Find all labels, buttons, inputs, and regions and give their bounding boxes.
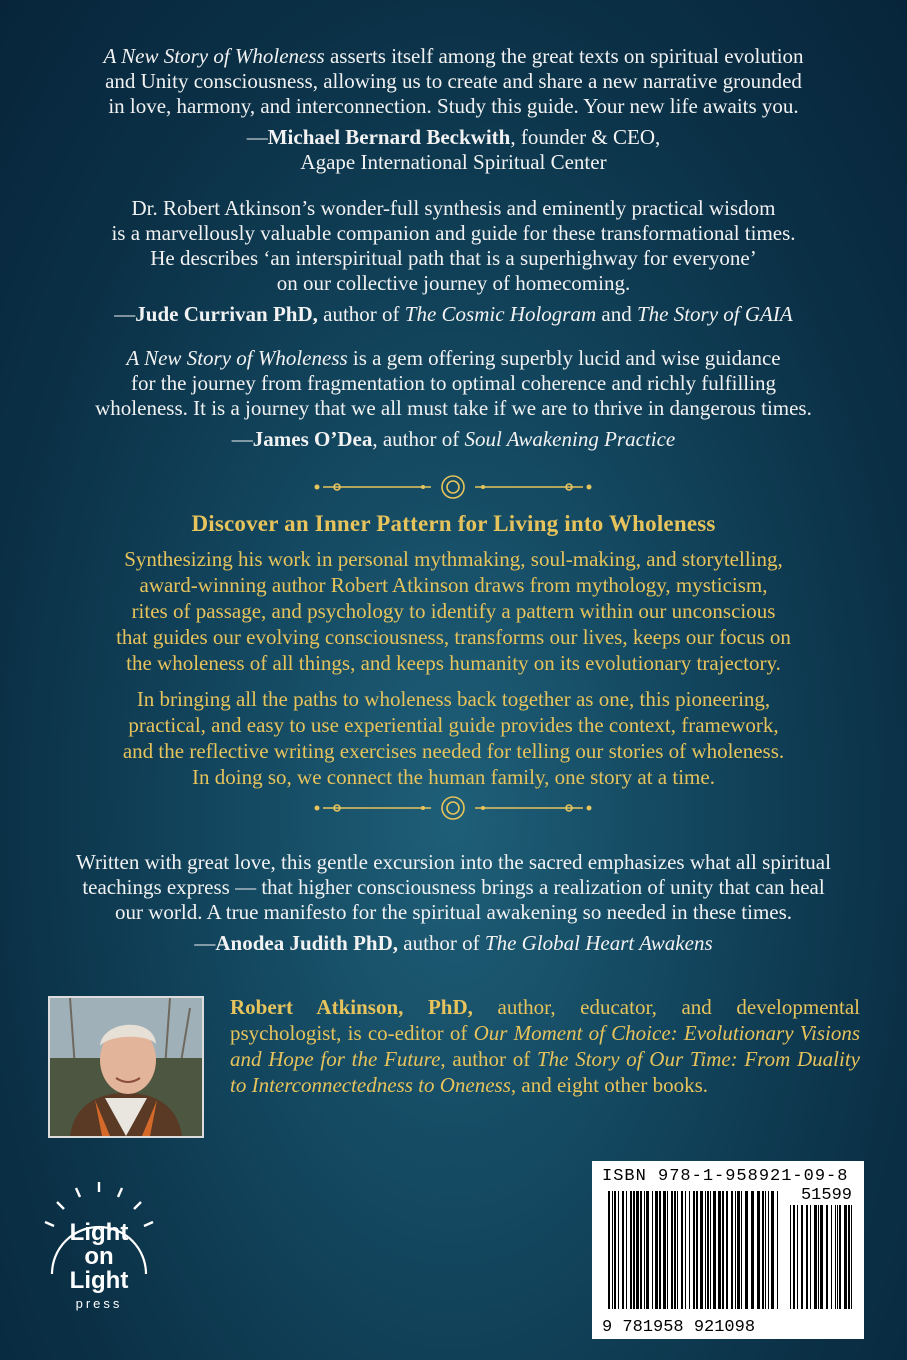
quote-line: in love, harmony, and interconnection. Study this guide. Your new life awaits you.: [108, 94, 799, 118]
barcode-bar: [710, 1191, 711, 1309]
barcode-bar: [713, 1191, 716, 1309]
quote-line: on our collective journey of homecoming.: [276, 271, 631, 295]
barcode-bar: [718, 1191, 721, 1309]
barcode-bar: [771, 1191, 774, 1309]
barcode-bar: [693, 1191, 695, 1309]
quote-line: our world. A true manifesto for the spiritual awakening so needed in these times.: [114, 900, 793, 924]
barcode-bar: [768, 1191, 769, 1309]
endorsement-judith: [40, 850, 867, 956]
attribution: —Michael Bernard Beckwith, founder & CEO, Agape International Spiritual Center: [246, 125, 661, 174]
barcode-bar: [731, 1191, 733, 1309]
attribution: —Anodea Judith PhD, author of The Global Heart Awakens: [194, 931, 713, 955]
barcode-bar: [671, 1191, 673, 1309]
barcode-bar: [652, 1191, 653, 1309]
publisher-logo: [38, 1178, 160, 1318]
barcode-bar: [818, 1205, 819, 1309]
barcode-bar: [765, 1191, 766, 1309]
barcode-bar: [806, 1205, 808, 1309]
price-code: 51599: [800, 1186, 852, 1205]
divider-ornament: [303, 474, 603, 500]
quote-line: A New Story of Wholeness asserts itself among the great texts on spiritual evolution: [103, 44, 804, 68]
description-line: rites of passage, and psychology to identify a pattern within our unconscious: [131, 599, 776, 623]
description-line: In bringing all the paths to wholeness back together as one, this pioneering,: [136, 687, 771, 711]
barcode-bar: [667, 1191, 668, 1309]
barcode-bar: [612, 1191, 613, 1309]
attribution: —James O’Dea, author of Soul Awakening Practice: [231, 427, 676, 451]
logo-text-light-2: Light: [69, 1267, 129, 1294]
attribution: —Jude Currivan PhD, author of The Cosmic Hologram and The Story of GAIA: [114, 302, 793, 326]
quote-line: and Unity consciousness, allowing us to create and share a new narrative grounded: [105, 69, 802, 93]
description-line: that guides our evolving consciousness, transforms our lives, keeps our focus on: [116, 625, 791, 649]
barcode-bar: [700, 1191, 703, 1309]
quote-line: is a marvellously valuable companion and guide for these transformational times.: [111, 221, 796, 245]
barcode-bar: [608, 1191, 610, 1309]
barcode-bar: [640, 1191, 642, 1309]
barcode-bar: [646, 1191, 649, 1309]
description-paragraph-1: [40, 546, 867, 676]
barcode-bar: [820, 1205, 823, 1309]
barcode-bar: [757, 1191, 760, 1309]
barcode-bar: [685, 1191, 686, 1309]
barcode-bar: [630, 1191, 632, 1309]
quote-line: for the journey from fragmentation to optimal coherence and richly fulfilling: [131, 371, 776, 395]
barcode-bar: [814, 1205, 817, 1309]
barcode-bar: [801, 1205, 803, 1309]
description-text: [40, 686, 867, 790]
description-line: the wholeness of all things, and keeps humanity on its evolutionary trajectory.: [126, 651, 781, 675]
quote-line: A New Story of Wholeness is a gem offering superbly lucid and wise guidance: [126, 346, 781, 370]
barcode-bar: [777, 1191, 778, 1309]
barcode-bar: [626, 1191, 627, 1309]
barcode-bar: [835, 1205, 836, 1309]
barcode-bar: [681, 1191, 683, 1309]
barcode-bar: [689, 1191, 690, 1309]
quote-line: wholeness. It is a journey that we all must take if we are to thrive in dangerous times.: [95, 396, 812, 420]
endorsement-beckwith: [40, 44, 867, 175]
quote-text: [40, 44, 867, 119]
description-line: In doing so, we connect the human family, one story at a time.: [192, 765, 715, 789]
isbn-text: ISBN 978-1-958921-09-8: [602, 1167, 849, 1186]
logo-text-light: Light: [69, 1219, 129, 1246]
barcode-bar: [848, 1205, 850, 1309]
barcode-bar: [831, 1205, 832, 1309]
author-bio: Robert Atkinson, PhD, author, educator, and developmental psychologist, is co-editor of Our Moment of Choice: Evolutionary Visions and Hope for the Future, author of The Story of Our Time: From Duality to Interconnectedness to Oneness, and eight other books.: [230, 995, 861, 1097]
quote-text: [40, 850, 867, 925]
endorsement-currivan: [40, 196, 867, 327]
logo-text-on: on: [84, 1243, 114, 1270]
barcode-bar: [797, 1205, 798, 1309]
description-text: [40, 546, 867, 676]
description-line: practical, and easy to use experiential guide provides the context, framework,: [128, 713, 779, 737]
barcode-bar: [810, 1205, 811, 1309]
barcode-bar: [839, 1205, 841, 1309]
description-line: and the reflective writing exercises needed for telling our stories of wholeness.: [122, 739, 785, 763]
description-line: award-winning author Robert Atkinson draws from mythology, mysticism,: [139, 573, 768, 597]
description-paragraph-2: [40, 686, 867, 790]
endorsement-odea: [40, 346, 867, 452]
barcode-bar: [622, 1191, 624, 1309]
barcode-bar: [636, 1191, 639, 1309]
barcode-bar: [659, 1191, 661, 1309]
barcode-bar: [751, 1191, 754, 1309]
barcode-bar: [735, 1191, 736, 1309]
barcode-bar: [790, 1205, 791, 1309]
logo-text-press: press: [75, 1296, 123, 1311]
barcode-bar: [851, 1205, 852, 1309]
section-heading: Discover an Inner Pattern for Living into Wholeness: [191, 511, 716, 536]
barcode-bar: [655, 1191, 658, 1309]
barcode-bar: [741, 1191, 742, 1309]
quote-line: He describes ‘an interspiritual path that is a superhighway for everyone’: [150, 246, 757, 270]
barcode-bar: [737, 1191, 740, 1309]
barcode-bar: [726, 1191, 728, 1309]
barcode-bar: [793, 1205, 795, 1309]
quote-text: [40, 196, 867, 296]
quote-line: teachings express — that higher consciousness brings a realization of unity that can heal: [82, 875, 825, 899]
barcode-bar: [663, 1191, 666, 1309]
description-line: Synthesizing his work in personal mythmaking, soul-making, and storytelling,: [124, 547, 783, 571]
ean-digits: 9 781958 921098: [602, 1318, 756, 1335]
barcode-bar: [722, 1191, 724, 1309]
barcode-bar: [745, 1191, 748, 1309]
barcode-bar: [614, 1191, 616, 1309]
barcode-bar: [674, 1191, 676, 1309]
isbn-barcode: [592, 1161, 864, 1339]
barcode-bar: [644, 1191, 645, 1309]
barcode-bars: [602, 1185, 854, 1335]
barcode-bar: [826, 1205, 828, 1309]
divider-ornament: [303, 795, 603, 821]
barcode-bar: [705, 1191, 706, 1309]
quote-text: [40, 346, 867, 421]
barcode-bar: [844, 1205, 847, 1309]
author-photo: [48, 996, 204, 1138]
quote-line: Written with great love, this gentle excursion into the sacred emphasizes what all spiritual: [76, 850, 831, 874]
quote-line: Dr. Robert Atkinson’s wonder-full synthesis and eminently practical wisdom: [131, 196, 776, 220]
barcode-bar: [762, 1191, 764, 1309]
barcode-bar: [677, 1191, 678, 1309]
barcode-bar: [837, 1205, 838, 1309]
barcode-bar: [707, 1191, 709, 1309]
barcode-bar: [618, 1191, 619, 1309]
barcode-bar: [633, 1191, 635, 1309]
barcode-bar: [696, 1191, 698, 1309]
